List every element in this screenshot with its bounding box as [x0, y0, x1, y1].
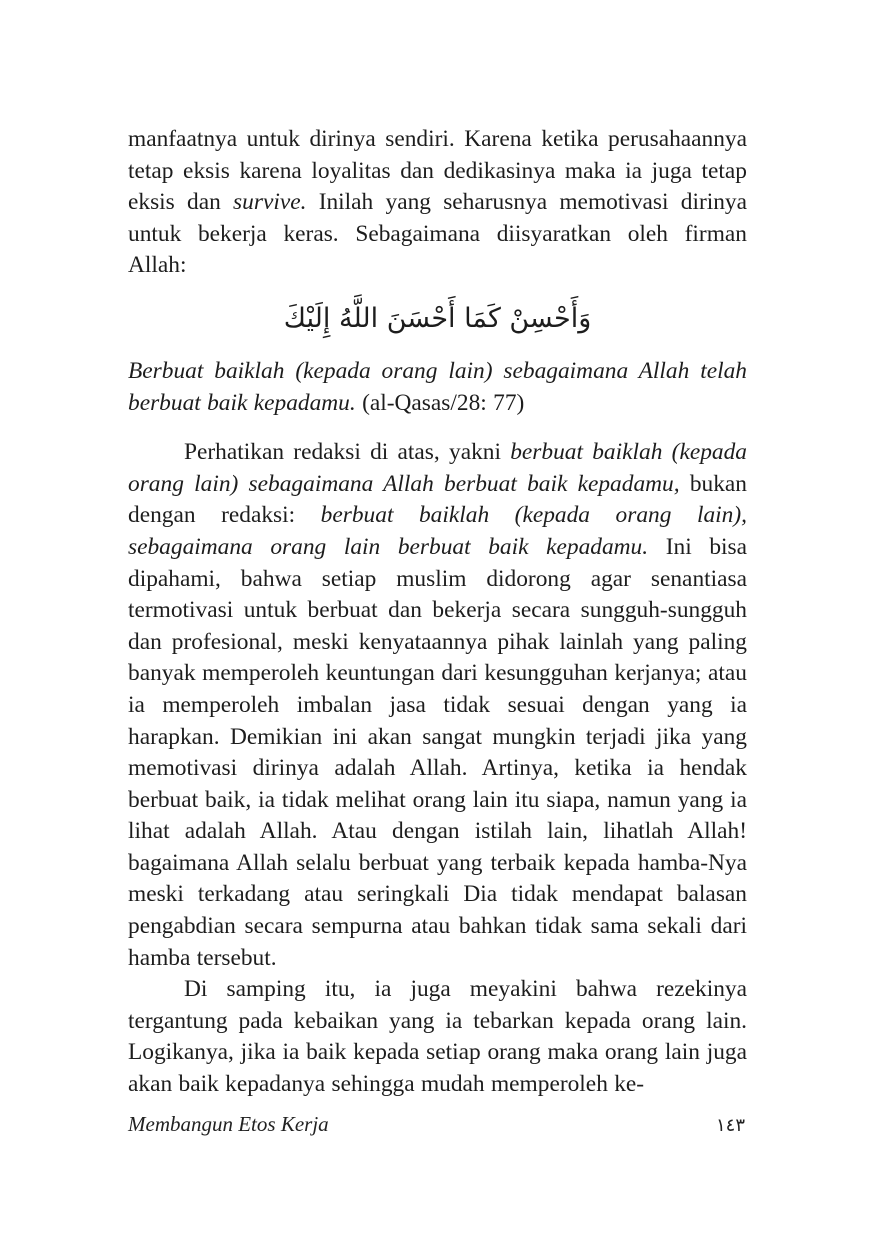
emphasized-text: berbuat baiklah (kepada orang lain), sebagaimana orang lain berbuat baik kepadamu. — [128, 502, 747, 560]
text-run: (al-Qasas/28: 77) — [355, 389, 525, 416]
text-run: bukan dengan redaksi: — [128, 470, 747, 529]
text-column — [128, 124, 747, 1101]
emphasized-text: Berbuat baiklah (kepada orang lain) sebagaimana Allah telah berbuat baik kepadamu. — [128, 357, 747, 416]
emphasized-text: berbuat baiklah (kepada orang lain) sebagaimana Allah berbuat baik kepadamu, — [128, 439, 747, 497]
verse-translation — [128, 356, 747, 419]
page-number: ١٤٣ — [715, 1115, 745, 1136]
text-run: Di samping itu, ia juga meyakini bahwa rezekinya tergantung pada kebaikan yang ia tebarkan kepada orang lain. Logikanya, jika ia baik kepada setiap orang maka orang lain juga akan baik kepadanya sehingga mudah memperoleh ke- — [128, 976, 747, 1098]
body-paragraph-last — [128, 974, 747, 1100]
text-run: Ini bisa dipahami, bahwa setiap muslim didorong agar senantiasa termotivasi untuk berbuat dan bekerja secara sungguh-sungguh dan profesional, meski kenyataannya pihak lainlah yang paling banyak memperoleh keuntungan dari kesungguhan kerjanya; atau ia memperoleh imbalan jasa tidak sesuai dengan yang ia harapkan. Demikian ini akan sangat mungkin terjadi jika yang memotivasi dirinya adalah Allah. Artinya, ketika ia hendak berbuat baik, ia tidak melihat orang lain itu siapa, namun yang ia lihat adalah Allah. Atau dengan istilah lain, lihatlah Allah! bagaimana Allah selalu berbuat yang terbaik kepada hamba-Nya meski terkadang atau seringkali Dia tidak mendapat balasan pengabdian secara sempurna atau bahkan tidak sama sekali dari hamba tersebut. — [128, 533, 747, 971]
text-run: Perhatikan redaksi di atas, yakni — [184, 439, 511, 466]
body-paragraph-continuation — [128, 124, 747, 282]
text-run: Inilah yang seharusnya memotivasi dirinya untuk bekerja keras. Sebagaimana diisyaratkan oleh firman Allah: — [128, 189, 747, 279]
text-run: manfaatnya untuk dirinya sendiri. Karena ketika perusahaannya tetap eksis karena loyalitas dan dedikasinya maka ia juga tetap eksis dan — [128, 126, 747, 216]
running-title: Membangun Etos Kerja — [128, 1112, 329, 1136]
page-footer — [128, 1112, 745, 1137]
quran-verse-arabic: وَأَحْسِنْ كَمَا أَحْسَنَ اللَّهُ إِلَيْكَ — [283, 302, 592, 334]
body-paragraph-main — [128, 437, 747, 974]
emphasized-text: survive. — [233, 189, 307, 216]
